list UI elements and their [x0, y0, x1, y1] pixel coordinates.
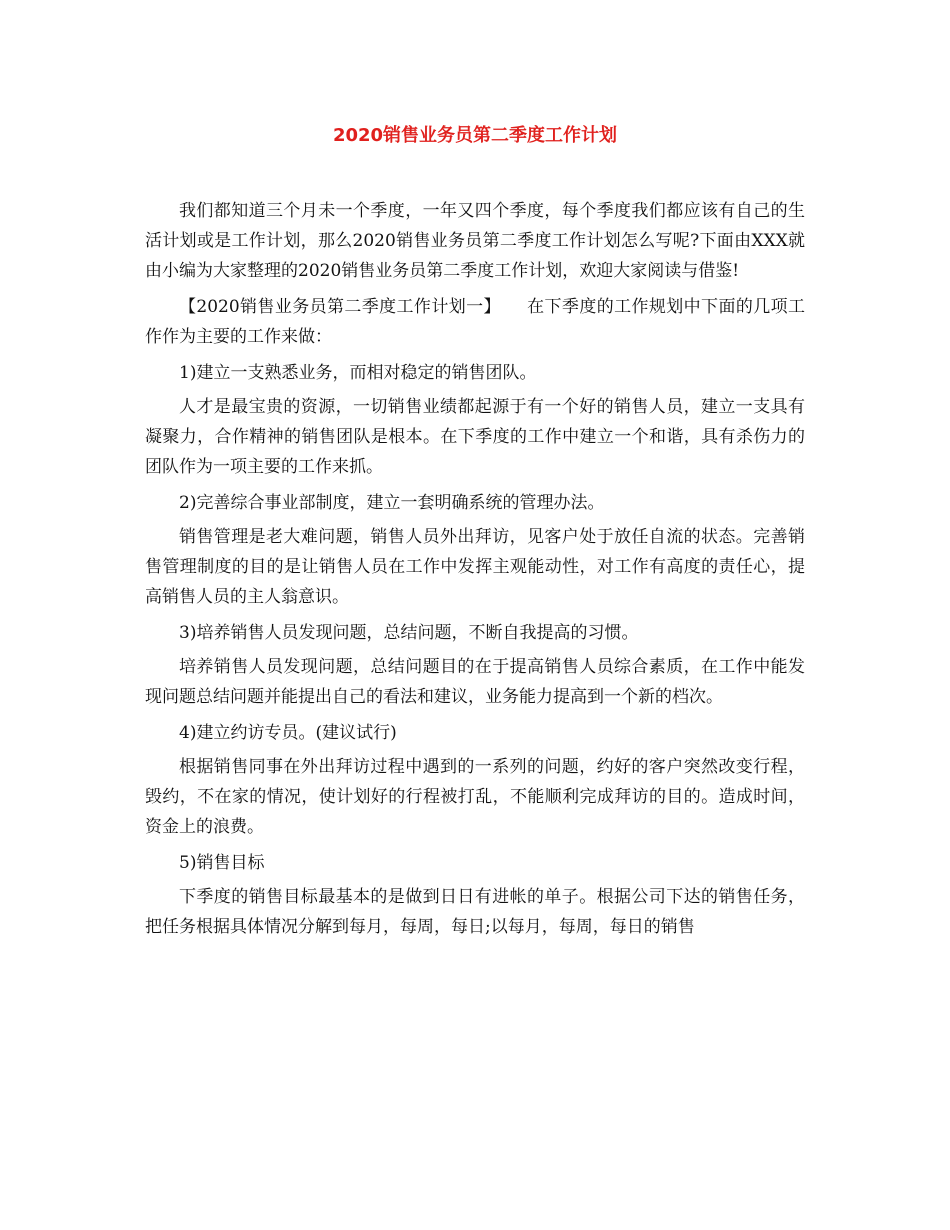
item-1-body: 人才是最宝贵的资源，一切销售业绩都起源于有一个好的销售人员，建立一支具有凝聚力，合作精神的销售团队是根本。在下季度的工作中建立一个和谐，具有杀伤力的团队作为一项主要的工作来抓。 [145, 397, 805, 477]
item-5-heading: 5)销售目标 [179, 853, 265, 873]
document-body [145, 196, 805, 948]
item-3-body: 培养销售人员发现问题，总结问题目的在于提高销售人员综合素质，在工作中能发现问题总结问题并能提出自己的看法和建议，业务能力提高到一个新的档次。 [145, 657, 805, 707]
item-1-heading: 1)建立一支熟悉业务，而相对稳定的销售团队。 [179, 363, 537, 383]
document-title: 2020销售业务员第二季度工作计划 [332, 125, 618, 146]
item-3-heading: 3)培养销售人员发现问题，总结问题，不断自我提高的习惯。 [179, 623, 639, 643]
item-4-heading: 4)建立约访专员。(建议试行) [179, 723, 397, 743]
item-2-heading: 2)完善综合事业部制度，建立一套明确系统的管理办法。 [179, 493, 605, 513]
intro-paragraph: 我们都知道三个月未一个季度，一年又四个季度，每个季度我们都应该有自己的生活计划或是工作计划，那么2020销售业务员第二季度工作计划怎么写呢?下面由XXX就由小编为大家整理的2020销售业务员第二季度工作计划，欢迎大家阅读与借鉴! [145, 201, 805, 281]
item-2-body: 销售管理是老大难问题，销售人员外出拜访，见客户处于放任自流的状态。完善销售管理制度的目的是让销售人员在工作中发挥主观能动性，对工作有高度的责任心，提高销售人员的主人翁意识。 [145, 527, 805, 607]
section-heading-plan-one: 【2020销售业务员第二季度工作计划一】 在下季度的工作规划中下面的几项工作作为主要的工作来做： [145, 297, 805, 347]
item-4-body: 根据销售同事在外出拜访过程中遇到的一系列的问题，约好的客户突然改变行程，毁约，不在家的情况，使计划好的行程被打乱，不能顺利完成拜访的目的。造成时间，资金上的浪费。 [145, 757, 805, 837]
item-5-body: 下季度的销售目标最基本的是做到日日有进帐的单子。根据公司下达的销售任务，把任务根据具体情况分解到每月，每周，每日;以每月，每周，每日的销售 [145, 887, 805, 937]
